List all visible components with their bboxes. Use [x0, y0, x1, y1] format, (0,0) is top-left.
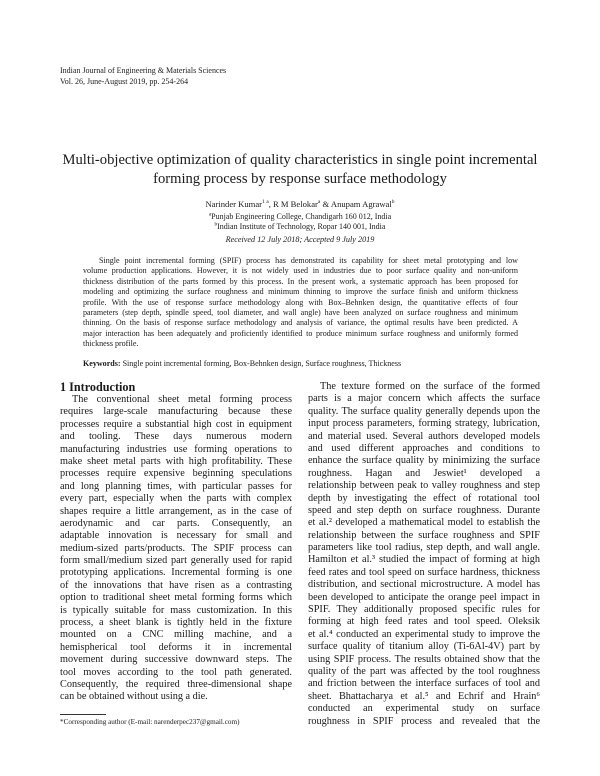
body-text-line: The conventional sheet metal forming process — [72, 394, 292, 405]
abstract-line: profile. With the use of response surface methodology along with Box–Behnken design, the quantitative effects of four — [83, 297, 518, 307]
footnote-divider — [60, 714, 106, 715]
body-text-line: parts is a major concern which affects the surface — [308, 393, 540, 405]
keywords-text: Single point incremental forming, Box-Behnken design, Surface roughness, Thickness — [120, 359, 402, 368]
footnote: *Corresponding author (E-mail: narenderpec237@gmail.com) — [60, 718, 240, 726]
abstract-line: Single point incremental forming (SPIF) process has demonstrated its capability for sheet metal prototyping and low — [99, 256, 518, 265]
abstract — [83, 256, 518, 350]
abstract-line: thickness profile. — [83, 339, 139, 349]
abstract-line: thinning. On the basis of response surface methodology and analysis of variance, the optimal results have been predicted. A — [83, 318, 518, 328]
received-dates: Received 12 July 2018; Accepted 9 July 2019 — [225, 235, 375, 244]
body-text-line: hemispherical tool deforms it in incremental — [60, 641, 292, 653]
body-text-line: requires large-scale manufacturing because these — [60, 406, 292, 418]
affiliation-text: Indian Institute of Technology, Ropar 140 001, India — [217, 221, 386, 231]
affiliation-mark: a — [208, 211, 212, 218]
body-text-line: aerodynamic and car parts. Consequently, an — [60, 517, 292, 529]
body-text-line: and friction between the interface surfaces of tool and — [308, 678, 540, 690]
body-text-line: feed rates and tool speed on surface hardness, thickness — [308, 566, 540, 578]
author-affiliation-mark: 1 a — [262, 199, 269, 206]
right-column — [308, 381, 540, 728]
body-text-line: input process parameters, forming strategy, lubrication, — [308, 418, 540, 430]
body-text-line: Consequently, the required three-dimensional shape — [60, 678, 292, 690]
author-list — [0, 199, 600, 210]
affiliation — [0, 222, 600, 232]
body-text-line: et al.² developed a mathematical model to establish the — [308, 517, 540, 529]
author-name: R M Belokar — [273, 199, 318, 209]
body-text-line: shapes require a little arrangement, as in the case of — [60, 505, 292, 517]
abstract-line: volume production applications. However, it is not widely used in industries due to poor surface quality and non-uniform — [83, 266, 518, 276]
body-text-line: enhance the surface quality by minimizing the surface — [308, 455, 540, 467]
body-text-line: et al.⁴ conducted an experimental study to improve the — [308, 628, 540, 640]
body-text-line: relationship between peak to valley roughness and step — [308, 480, 540, 492]
body-text-line: prototyping applications. Incremental forming is one — [60, 567, 292, 579]
body-text-line: manufacturing industries use forming operations to — [60, 443, 292, 455]
body-text-line: process, a sheet blank is tightly held in the fixture — [60, 617, 292, 629]
body-text-line: forming at high feed rates and tool speed. Oleksik — [308, 616, 540, 628]
keywords — [83, 359, 401, 369]
body-text-line: every part, especially when the parts with complex — [60, 493, 292, 505]
abstract-line: major interaction has been adequately and proficiently identified to produce minimum surface roughness and uniformly formed — [83, 328, 518, 338]
body-text-line: tool moves according to the tool path generated. — [60, 666, 292, 678]
body-text-line: surface quality of titanium alloy (Ti-6Al-4V) part by — [308, 641, 540, 653]
section-heading: 1 Introduction — [60, 380, 136, 394]
left-column — [60, 394, 292, 704]
body-text-line: roughness. Hagan and Jeswiet¹ developed a — [308, 467, 540, 479]
author-name: Anupam Agrawal — [330, 199, 392, 209]
keywords-label: Keywords: — [83, 359, 121, 368]
body-text-line: distribution, and sectional microstructure. A model has — [308, 579, 540, 591]
affiliation-text: Punjab Engineering College, Chandigarh 160 012, India — [211, 212, 392, 221]
body-text-line: quality of the part was affected by the tool roughness — [308, 665, 540, 677]
body-text-line: movement during successive downward steps. The — [60, 654, 292, 666]
body-text-line: processes require expensive beginning speculations — [60, 468, 292, 480]
abstract-line: thickness distribution of the parts formed by this process. In the present work, a systematic approach has been proposed for — [83, 276, 518, 286]
body-text-line: and material used. Several authors developed models — [308, 430, 540, 442]
body-text-line: option to traditional sheet metal forming forms which — [60, 592, 292, 604]
body-text-line: and long planning times, with particular passes for — [60, 480, 292, 492]
journal-issue: Vol. 26, June-August 2019, pp. 254-264 — [60, 77, 189, 86]
author-affiliation-mark: a — [317, 199, 321, 206]
body-text-line: using SPIF process. The results obtained show that the — [308, 653, 540, 665]
body-text-line: of the innovations that have risen as a contrasting — [60, 579, 292, 591]
author-affiliation-mark: b — [391, 199, 395, 206]
body-text-line: mounted on a CNC milling machine, and a — [60, 629, 292, 641]
journal-header — [60, 65, 226, 87]
journal-name: Indian Journal of Engineering & Materials Sciences — [60, 66, 227, 75]
paper-title — [40, 151, 560, 189]
abstract-line: parameters (step depth, spindle speed, tool diameter, and wall angle) have been analyzed on surface roughness and minimum — [83, 307, 518, 317]
body-text-line: processes require a substantial high cost in equipment — [60, 418, 292, 430]
body-text-line: depth by investigating the effect of rotational tool — [308, 492, 540, 504]
body-text-line: been developed to anticipate the orange peel impact in — [308, 591, 540, 603]
author-name: Narinder Kumar — [205, 199, 263, 209]
body-text-line: roughness in SPIF process and revealed that the — [308, 715, 540, 727]
abstract-line: modeling and optimizing the surface roughness and minimum thinning to improve the surface finish and uniform thickness — [83, 287, 518, 297]
body-text-line: and tooling. These days numerous modern — [60, 431, 292, 443]
body-text-line: sheet. Bhattacharya et al.⁵ and Echrif and Hrain⁶ — [308, 690, 540, 702]
affiliation — [0, 212, 600, 222]
body-text-line: conducted an experimental study on surface — [308, 703, 540, 715]
body-text-line: Hamilton et al.³ studied the impact of forming at high — [308, 554, 540, 566]
body-text-line: quality. The surface quality generally depends upon the — [308, 405, 540, 417]
body-text-line: parameters like tool radius, step depth, and wall angle. — [308, 542, 540, 554]
author-separator: & — [320, 199, 331, 209]
body-text-line: is typically suitable for mass customization. In this — [60, 604, 292, 616]
body-text-line: SPIF. They additionally proposed specific rules for — [308, 604, 540, 616]
body-text-line: form small/medium sized part generally used for rapid — [60, 555, 292, 567]
body-text-line: can be obtained without using a die. — [60, 691, 208, 703]
body-text-line: make sheet metal parts with high profitability. These — [60, 455, 292, 467]
body-text-line: relationship between the surface roughness and SPIF — [308, 529, 540, 541]
title-line: forming process by response surface methodology — [153, 171, 447, 187]
body-text-line: and used different approaches and conditions to — [308, 442, 540, 454]
body-text-line: medium-sized parts/products. The SPIF process can — [60, 542, 292, 554]
title-line: Multi-objective optimization of quality characteristics in single point incremental — [62, 152, 538, 168]
affiliations — [0, 212, 600, 231]
body-text-line: The texture formed on the surface of the formed — [320, 381, 540, 392]
author-separator: , — [268, 199, 273, 209]
affiliation-mark: b — [214, 220, 218, 227]
body-text-line: speed and step depth on surface roughness. Durante — [308, 504, 540, 516]
body-text-line: adaptable innovation is necessary for small and — [60, 530, 292, 542]
